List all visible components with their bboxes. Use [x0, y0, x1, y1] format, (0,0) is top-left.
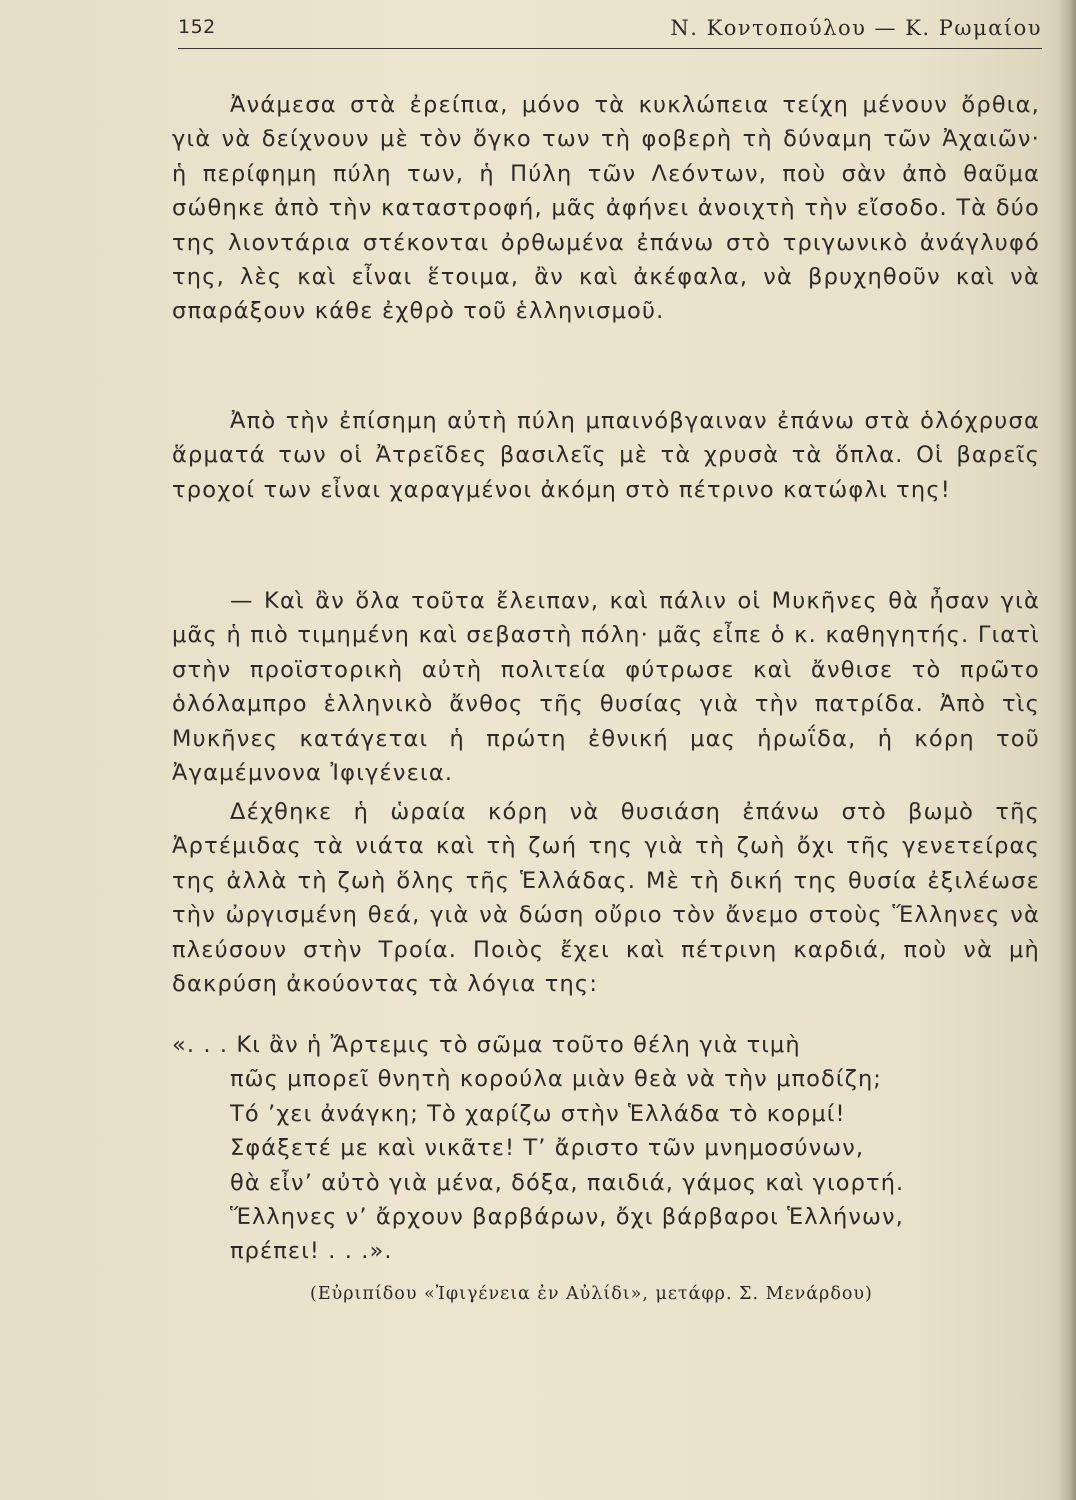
poem-line: Σφάξετέ με καὶ νικᾶτε! Τ’ ἄριστο τῶν μνημοσύνων,	[230, 1135, 865, 1162]
poem-citation: (Εὐριπίδου «Ἰφιγένεια ἐν Αὐλίδι», μετάφρ. Σ. Μενάρδου)	[310, 1284, 873, 1304]
paragraph-4: Δέχθηκε ἡ ὡραία κόρη νὰ θυσιάση ἐπάνω στὸ βωμὸ τῆς Ἀρτέμιδας τὰ νιάτα καὶ τὴ ζωή της γιὰ τὴ ζωὴ ὄχι τῆς γενετείρας της ἀλλὰ τὴ ζωὴ ὅλης τῆς Ἑλλάδας. Μὲ τὴ δική της θυσία ἐξιλέωσε τὴν ὠργισμένη θεά, γιὰ νὰ δώση οὔριο τὸν ἄνεμο στοὺς Ἕλληνες νὰ πλεύσουν στὴν Τροία. Ποιὸς ἔχει καὶ πέτρινη καρδιά, ποὺ νὰ μὴ δακρύση ἀκούοντας τὰ λόγια της:	[172, 799, 1040, 998]
page-header	[178, 14, 1042, 48]
header-rule	[178, 48, 1042, 49]
poem-line: θὰ εἶν’ αὐτὸ γιὰ μένα, δόξα, παιδιά, γάμος καὶ γιορτή.	[230, 1169, 905, 1196]
poem-line: πρέπει! . . .».	[230, 1238, 393, 1265]
poem-line: Ἕλληνες ν’ ἄρχουν βαρβάρων, ὄχι βάρβαροι Ἑλλήνων,	[230, 1204, 904, 1231]
page-edge-shadow	[1058, 0, 1076, 1500]
running-head: Ν. Κοντοπούλου — Κ. Ρωμαίου	[670, 16, 1042, 40]
paragraph-2: Ἀπὸ τὴν ἐπίσημη αὐτὴ πύλη μπαινόβγαιναν ἐπάνω στὰ ὁλόχρυσα ἅρματά των οἱ Ἀτρεῖδες βασιλεῖς μὲ τὰ χρυσὰ τὰ ὅπλα. Οἱ βαρεῖς τροχοί των εἶναι χαραγμένοι ἀκόμη στὸ πέτρινο κατώφλι της!	[172, 408, 1040, 503]
poem-line: «. . . Κι ἂν ἡ Ἄρτεμις τὸ σῶμα τοῦτο θέλη γιὰ τιμὴ	[172, 1032, 801, 1058]
page-number: 152	[178, 16, 216, 38]
paragraph-3: — Καὶ ἂν ὅλα τοῦτα ἔλειπαν, καὶ πάλιν οἱ Μυκῆνες θὰ ἦσαν γιὰ μᾶς ἡ πιὸ τιμημένη καὶ σεβαστὴ πόλη· μᾶς εἶπε ὁ κ. καθηγητής. Γιατὶ στὴν προϊστορικὴ αὐτὴ πολιτεία φύτρωσε καὶ ἄνθισε τὸ πρῶτο ὁλόλαμπρο ἑλληνικὸ ἄνθος τῆς θυσίας γιὰ τὴν πατρίδα. Ἀπὸ τὶς Μυκῆνες κατάγεται ἡ πρώτη ἐθνική μας ἡρωΐδα, ἡ κόρη τοῦ Ἀγαμέμνονα Ἰφιγένεια.	[172, 588, 1040, 787]
poem-line: Τό ’χει ἀνάγκη; Τὸ χαρίζω στὴν Ἑλλάδα τὸ κορμί!	[230, 1100, 846, 1127]
poem-line: πῶς μπορεῖ θνητὴ κορούλα μιὰν θεὰ νὰ τὴν μποδίζη;	[230, 1066, 882, 1093]
poem-quote	[172, 1028, 1040, 1269]
paragraph-1: Ἀνάμεσα στὰ ἐρείπια, μόνο τὰ κυκλώπεια τείχη μένουν ὄρθια, γιὰ νὰ δείχνουν μὲ τὸν ὄγκο των τὴ φοβερὴ τὴ δύναμη τῶν Ἀχαιῶν· ἡ περίφημη πύλη των, ἡ Πύλη τῶν Λεόντων, ποὺ σὰν ἀπὸ θαῦμα σώθηκε ἀπὸ τὴν καταστροφή, μᾶς ἀφήνει ἀνοιχτὴ τὴν εἴσοδο. Τὰ δύο της λιοντάρια στέκονται ὀρθωμένα ἐπάνω στὸ τριγωνικὸ ἀνάγλυφό της, λὲς καὶ εἶναι ἕτοιμα, ἂν καὶ ἀκέφαλα, νὰ βρυχηθοῦν καὶ νὰ σπαράξουν κάθε ἐχθρὸ τοῦ ἑλληνισμοῦ.	[172, 92, 1040, 325]
